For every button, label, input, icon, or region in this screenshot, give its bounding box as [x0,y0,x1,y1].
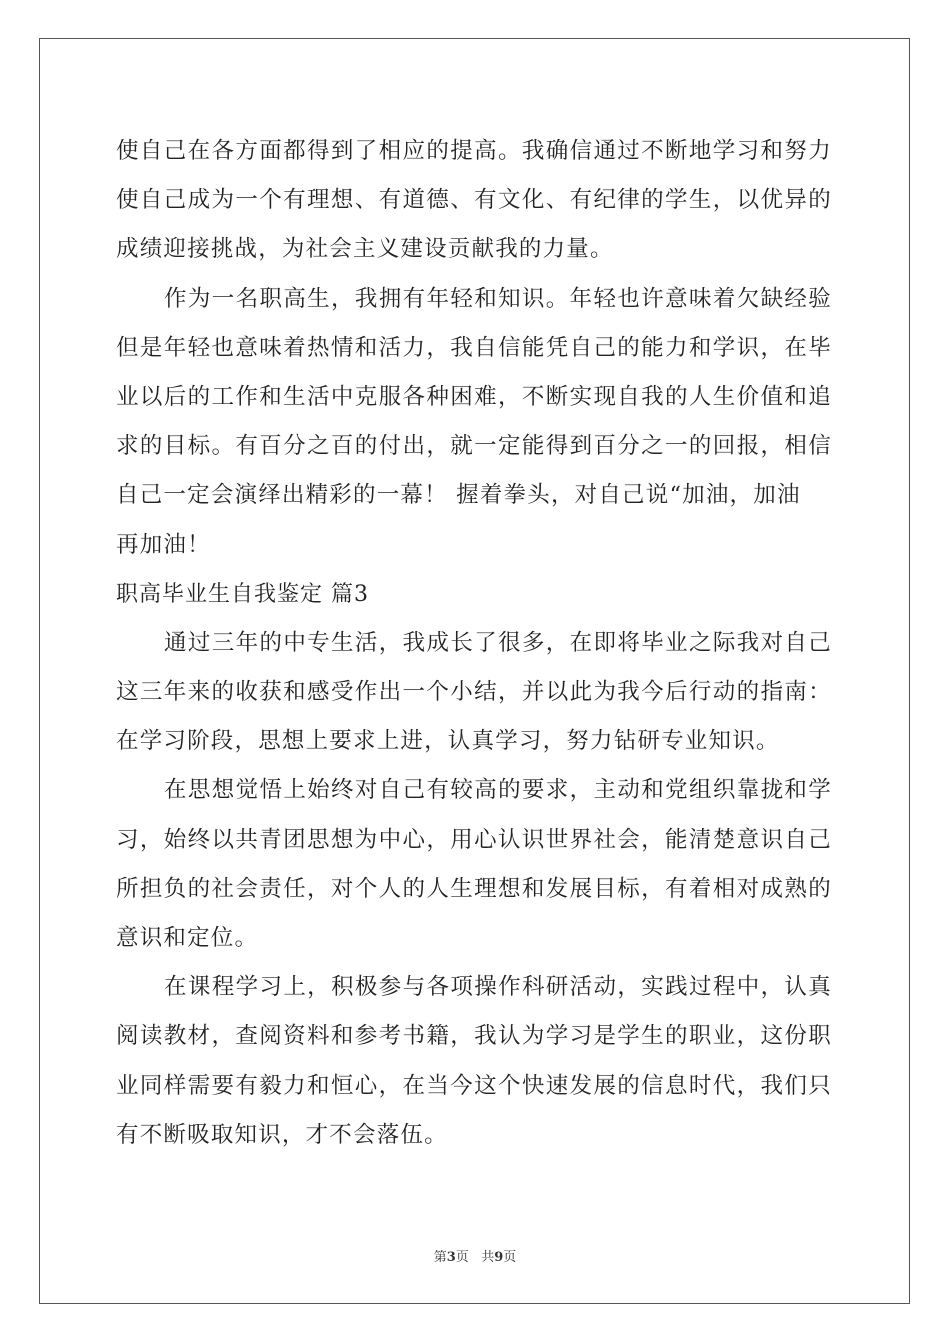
text-line: 所担负的社会责任，对个人的人生理想和发展目标，有着相对成熟的 [116,875,832,902]
footer-total-pages: 9 [494,1250,504,1265]
text-line: 在思想觉悟上始终对自己有较高的要求，主动和党组织靠拢和学 [164,777,832,804]
text-line: 通过三年的中专生活，我成长了很多，在即将毕业之际我对自己 [164,629,832,656]
text-line: 使自己在各方面都得到了相应的提高。我确信通过不断地学习和努力 [116,138,832,164]
text-line: 阅读教材，查阅资料和参考书籍，我认为学习是学生的职业，这份职 [116,1023,832,1050]
text-line: 再加油！ [116,531,211,558]
footer-total-suffix: 页 [503,1250,517,1265]
footer-page-suffix: 页 [455,1250,469,1265]
paragraph [116,766,832,963]
footer-total-prefix: 共 [481,1250,495,1265]
text-line: 但是年轻也意味着热情和活力，我自信能凭自己的能力和学识，在毕 [116,334,832,361]
paragraph [116,619,832,767]
text-line: 在学习阶段，思想上要求上进，认真学习，努力钻研专业知识。 [116,728,780,755]
text-line: 业同样需要有毅力和恒心，在当今这个快速发展的信息时代，我们只 [116,1072,832,1099]
text-line: 在课程学习上，积极参与各项操作科研活动，实践过程中，认真 [164,974,832,1001]
paragraph [116,275,832,570]
paragraph [116,127,832,275]
text-line: 有不断吸取知识，才不会落伍。 [116,1121,448,1148]
text-line: 意识和定位。 [116,925,259,951]
section-heading: 职高毕业生自我鉴定 篇3 [116,581,369,607]
text-line: 这三年来的收获和感受作出一个小结，并以此为我今后行动的指南： [116,679,832,706]
text-line: 习，始终以共青团思想为中心，用心认识世界社会，能清楚意识自己 [116,826,832,853]
document-body [116,127,832,1160]
paragraph [116,963,832,1160]
text-line: 业以后的工作和生活中克服各种困难，不断实现自我的人生价值和追 [116,383,832,410]
page-footer [0,1246,950,1265]
text-line: 求的目标。有百分之百的付出，就一定能得到百分之一的回报，相信 [116,433,832,460]
text-line: 作为一名职高生，我拥有年轻和知识。年轻也许意味着欠缺经验 [164,285,832,312]
text-line: 使自己成为一个有理想、有道德、有文化、有纪律的学生，以优异的 [116,187,832,214]
text-line: 自己一定会演绎出精彩的一幕！ 握着拳头，对自己说“加油，加油 [116,482,801,509]
text-line: 成绩迎接挑战，为社会主义建设贡献我的力量。 [116,236,614,263]
footer-page-prefix: 第 [433,1250,447,1265]
footer-page-number: 3 [446,1250,456,1265]
